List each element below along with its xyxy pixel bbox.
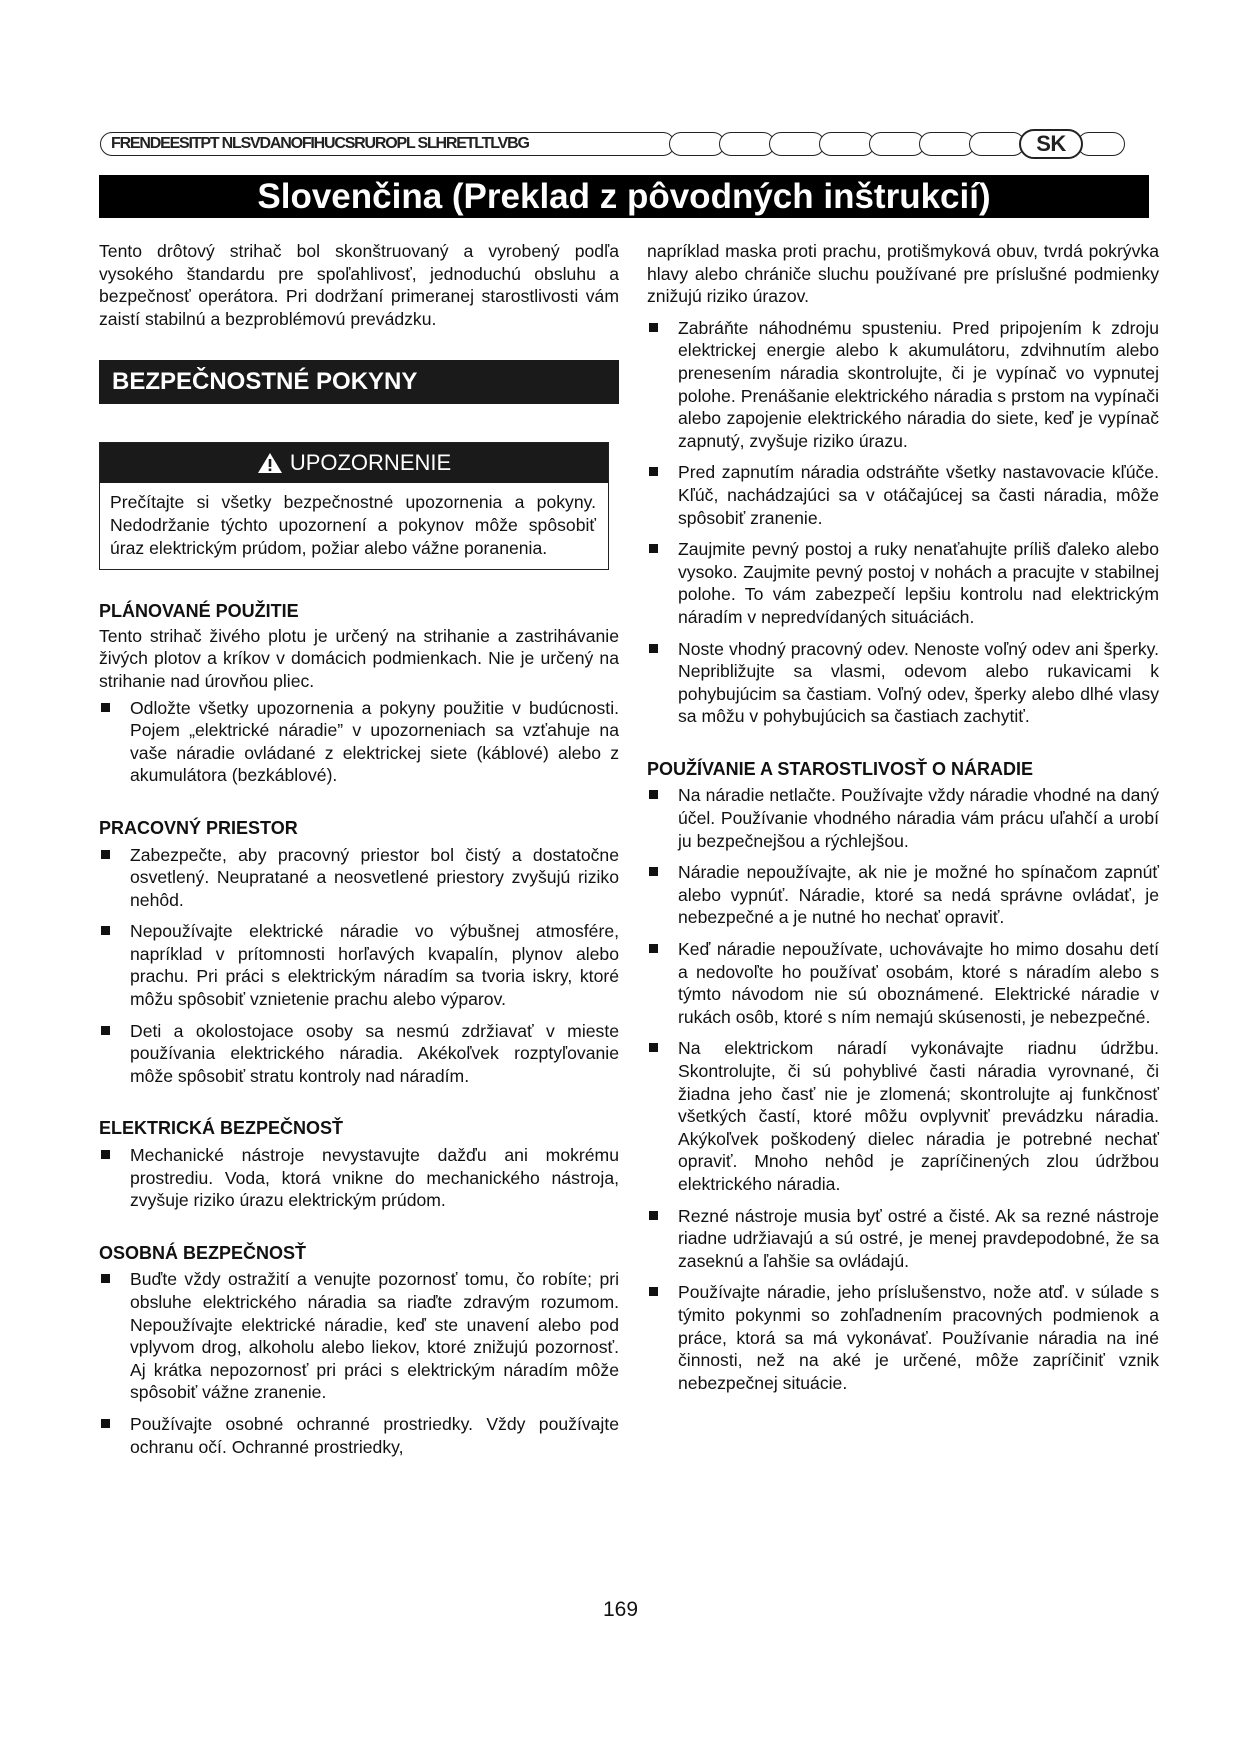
language-tab-blank — [969, 132, 1025, 156]
language-tab-blank — [869, 132, 925, 156]
personal-safety-heading: OSOBNÁ BEZPEČNOSŤ — [99, 1242, 307, 1263]
language-codes-tab: FRENDEESITPT NLSVDANOFIHUCSRUROPL SLHRETLTLVBG — [100, 132, 675, 156]
list-item: Mechanické nástroje nevystavujte dažďu ani mokrému prostrediu. Voda, ktorá vnikne do mechanického nástroja, zvyšuje riziko úrazu elektrickým prúdom. — [99, 1144, 619, 1212]
tool-use-list — [647, 784, 1159, 1394]
list-item: Buďte vždy ostražití a venujte pozornosť tomu, čo robíte; pri obsluhe elektrického náradia sa riaďte zdravým rozumom. Nepoužívajte elektrické náradie, keď ste unavení alebo pod vplyvom drog, alkoholu alebo liekov, ktoré znižujú pozornosť. Aj krátka nepozornosť pri práci s elektrickým náradím môže spôsobiť vážne zranenie. — [99, 1268, 619, 1404]
work-area-heading: PRACOVNÝ PRIESTOR — [99, 817, 298, 838]
personal-safety-list — [99, 1268, 619, 1458]
list-item: Keď náradie nepoužívate, uchovávajte ho mimo dosahu detí a nedovoľte ho používať osobám, ktoré s náradím alebo s týmto návodom nie sú oboznámené. Elektrické náradie v rukách osôb, ktoré s ním nemajú skúsenosti, je nebezpečné. — [647, 938, 1159, 1028]
language-tab-blank — [819, 132, 875, 156]
language-tab-active: SK — [1019, 129, 1083, 159]
tool-use-heading: POUŽÍVANIE A STAROSTLIVOSŤ O NÁRADIE — [647, 758, 1034, 779]
left-column — [99, 240, 619, 1458]
warning-title: UPOZORNENIE — [289, 450, 452, 476]
continued-paragraph: napríklad maska proti prachu, protišmyková obuv, tvrdá pokrývka hlavy alebo chrániče sluchu používané pre príslušné podmienky znižujú riziko úrazov. — [647, 241, 1159, 307]
personal-safety-list-continued — [647, 317, 1159, 728]
list-item: Zabezpečte, aby pracovný priestor bol čistý a dostatočne osvetlený. Neupratané a neosvetlené priestory zvyšujú riziko nehôd. — [99, 844, 619, 912]
language-tab-blank — [719, 132, 775, 156]
list-item: Deti a okolostojace osoby sa nesmú zdržiavať v mieste používania elektrického náradia. Akékoľvek rozptyľovanie môže spôsobiť stratu kontroly nad náradím. — [99, 1020, 619, 1088]
right-column — [647, 240, 1159, 1394]
language-tab-blank — [769, 132, 825, 156]
safety-heading: BEZPEČNOSTNÉ POKYNY — [99, 360, 619, 404]
language-tabs — [100, 130, 1150, 158]
warning-header — [100, 443, 608, 483]
intended-use-heading: PLÁNOVANÉ POUŽITIE — [99, 601, 299, 622]
list-item: Odložte všetky upozornenia a pokyny použitie v budúcnosti. Pojem „elektrické náradie” v upozorneniach sa vzťahuje na vaše náradie ovládané z elektrickej siete (káblové) alebo z akumulátora (bezkáblové). — [99, 697, 619, 787]
intended-use-list — [99, 697, 619, 787]
list-item: Na náradie netlačte. Používajte vždy náradie vhodné na daný účel. Používanie vhodného náradia vám prácu uľahčí a urobí ju bezpečnejšou a rýchlejšou. — [647, 784, 1159, 852]
warning-text — [100, 483, 608, 569]
warning-paragraph: Prečítajte si všetky bezpečnostné upozornenia a pokyny. Nedodržanie týchto upozornení a pokynov môže spôsobiť úraz elektrickým prúdom, požiar alebo vážne poranenia. — [110, 492, 596, 558]
list-item: Rezné nástroje musia byť ostré a čisté. Ak sa rezné nástroje riadne udržiavajú a sú ostré, je menej pravdepodobné, že sa zaseknú a ľahšie sa ovládajú. — [647, 1205, 1159, 1273]
list-item: Náradie nepoužívajte, ak nie je možné ho spínačom zapnúť alebo vypnúť. Náradie, ktoré sa nedá správne ovládať, je nebezpečné a je nutné ho nechať opraviť. — [647, 861, 1159, 929]
page-number: 169 — [602, 1598, 639, 1621]
warning-icon — [257, 452, 283, 474]
electrical-safety-heading: ELEKTRICKÁ BEZPEČNOSŤ — [99, 1118, 344, 1139]
list-item: Používajte náradie, jeho príslušenstvo, nože atď. v súlade s týmito pokynmi so zohľadnením pracovných podmienok a práce, ktorá sa má vykonávať. Používanie náradia na iné činnosti, než na aké je určené, môže zapríčiniť vznik nebezpečnej situácie. — [647, 1281, 1159, 1394]
list-item: Na elektrickom náradí vykonávajte riadnu údržbu. Skontrolujte, či sú pohyblivé časti náradia vyrovnané, či žiadna jeho časť nie je zlomená; skontrolujte aj funkčnosť všetkých častí, ktoré môžu ovplyvniť prevádzku náradia. Akýkoľvek poškodený dielec náradia je potrebné nechať opraviť. Mnoho nehôd je zapríčinených zlou údržbou elektrického náradia. — [647, 1037, 1159, 1195]
electrical-safety-list — [99, 1144, 619, 1212]
list-item: Zaujmite pevný postoj a ruky nenaťahujte príliš ďaleko alebo vysoko. Zaujmite pevný postoj v nohách a pracujte v stabilnej polohe. To vám zabezpečí lepšiu kontrolu nad elektrickým náradím v nepredvídaných situáciách. — [647, 538, 1159, 628]
intended-use-paragraph: Tento strihač živého plotu je určený na strihanie a zastrihávanie živých plotov a kríkov v domácich podmienkach. Nie je určený na strihanie nad úrovňou pliec. — [99, 625, 619, 691]
list-item: Zabráňte náhodnému spusteniu. Pred pripojením k zdroju elektrickej energie alebo k akumulátoru, zdvihnutím alebo prenesením náradia skontrolujte, či je vypínač vo vypnutej polohe. Prenášanie elektrického náradia s prstom na vypínači alebo zapojenie elektrického náradia do siete, keď je vypínač zapnutý, zvyšuje riziko úrazu. — [647, 317, 1159, 453]
intro-paragraph: Tento drôtový strihač bol skonštruovaný a vyrobený podľa vysokého štandardu pre spoľahlivosť, jednoduchú obsluhu a bezpečnosť operátora. Pri dodržaní primeranej starostlivosti vám zaistí stabilnú a bezproblémovú prevádzku. — [99, 241, 619, 329]
list-item: Pred zapnutím náradia odstráňte všetky nastavovacie kľúče. Kľúč, nachádzajúci sa v otáčajúcej sa časti náradia, môže spôsobiť zranenie. — [647, 461, 1159, 529]
list-item: Noste vhodný pracovný odev. Nenoste voľný odev ani šperky. Nepribližujte sa vlasmi, odevom alebo rukavicami k pohybujúcim sa častiam. Voľný odev, šperky alebo dlhé vlasy sa môžu v pohybujúcich sa častiach zachytiť. — [647, 638, 1159, 728]
language-tab-blank — [1077, 132, 1125, 156]
list-item: Nepoužívajte elektrické náradie vo výbušnej atmosfére, napríklad v prítomnosti horľavých kvapalín, plynov alebo prachu. Pri práci s elektrickým náradím sa tvoria iskry, ktoré môžu spôsobiť vznietenie prachu alebo výparov. — [99, 920, 619, 1010]
warning-box — [99, 442, 609, 570]
language-tab-blank — [669, 132, 725, 156]
page-title: Slovenčina (Preklad z pôvodných inštrukcií) — [99, 175, 1149, 218]
work-area-list — [99, 844, 619, 1088]
language-tab-blank — [919, 132, 975, 156]
list-item: Používajte osobné ochranné prostriedky. Vždy používajte ochranu očí. Ochranné prostriedky, — [99, 1413, 619, 1458]
